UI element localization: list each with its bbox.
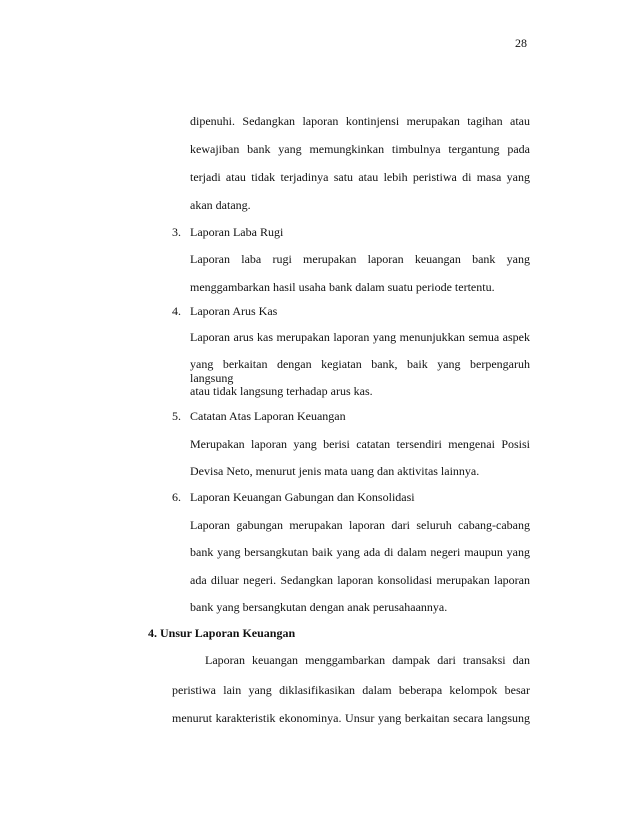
list-item-line: yang berkaitan dengan kegiatan bank, baik yang berpengaruh langsung bbox=[190, 357, 530, 385]
page-number: 28 bbox=[515, 36, 527, 50]
list-item-title: Catatan Atas Laporan Keuangan bbox=[190, 409, 346, 423]
list-item-number: 5. bbox=[172, 409, 181, 423]
list-item-line: ada diluar negeri. Sedangkan laporan konsolidasi merupakan laporan bbox=[190, 573, 530, 587]
list-item-line: atau tidak langsung terhadap arus kas. bbox=[190, 384, 373, 398]
list-item-number: 6. bbox=[172, 490, 181, 504]
paragraph-line: dipenuhi. Sedangkan laporan kontinjensi merupakan tagihan atau bbox=[190, 114, 530, 128]
section-paragraph-line: menurut karakteristik ekonominya. Unsur yang berkaitan secara langsung bbox=[172, 711, 530, 725]
list-item-line: bank yang bersangkutan baik yang ada di dalam negeri maupun yang bbox=[190, 545, 530, 559]
list-item-line: menggambarkan hasil usaha bank dalam suatu periode tertentu. bbox=[190, 280, 495, 294]
section-heading: 4. Unsur Laporan Keuangan bbox=[148, 626, 296, 640]
list-item-number: 4. bbox=[172, 304, 181, 318]
list-item-line: Devisa Neto, menurut jenis mata uang dan aktivitas lainnya. bbox=[190, 464, 480, 478]
paragraph-line: terjadi atau tidak terjadinya satu atau lebih peristiwa di masa yang bbox=[190, 170, 530, 184]
section-paragraph-line: peristiwa lain yang diklasifikasikan dalam beberapa kelompok besar bbox=[172, 683, 530, 697]
section-paragraph-line: Laporan keuangan menggambarkan dampak dari transaksi dan bbox=[205, 653, 530, 667]
list-item-line: Laporan arus kas merupakan laporan yang menunjukkan semua aspek bbox=[190, 330, 530, 344]
paragraph-line: kewajiban bank yang memungkinkan timbulnya tergantung pada bbox=[190, 142, 530, 156]
list-item-line: bank yang bersangkutan dengan anak perusahaannya. bbox=[190, 600, 448, 614]
list-item-title: Laporan Laba Rugi bbox=[190, 225, 284, 239]
list-item-number: 3. bbox=[172, 225, 181, 239]
list-item-title: Laporan Keuangan Gabungan dan Konsolidasi bbox=[190, 490, 415, 504]
list-item-title: Laporan Arus Kas bbox=[190, 304, 278, 318]
list-item-line: Laporan gabungan merupakan laporan dari seluruh cabang-cabang bbox=[190, 518, 530, 532]
list-item-line: Laporan laba rugi merupakan laporan keuangan bank yang bbox=[190, 252, 530, 266]
list-item-line: Merupakan laporan yang berisi catatan tersendiri mengenai Posisi bbox=[190, 437, 530, 451]
paragraph-line: akan datang. bbox=[190, 198, 251, 212]
